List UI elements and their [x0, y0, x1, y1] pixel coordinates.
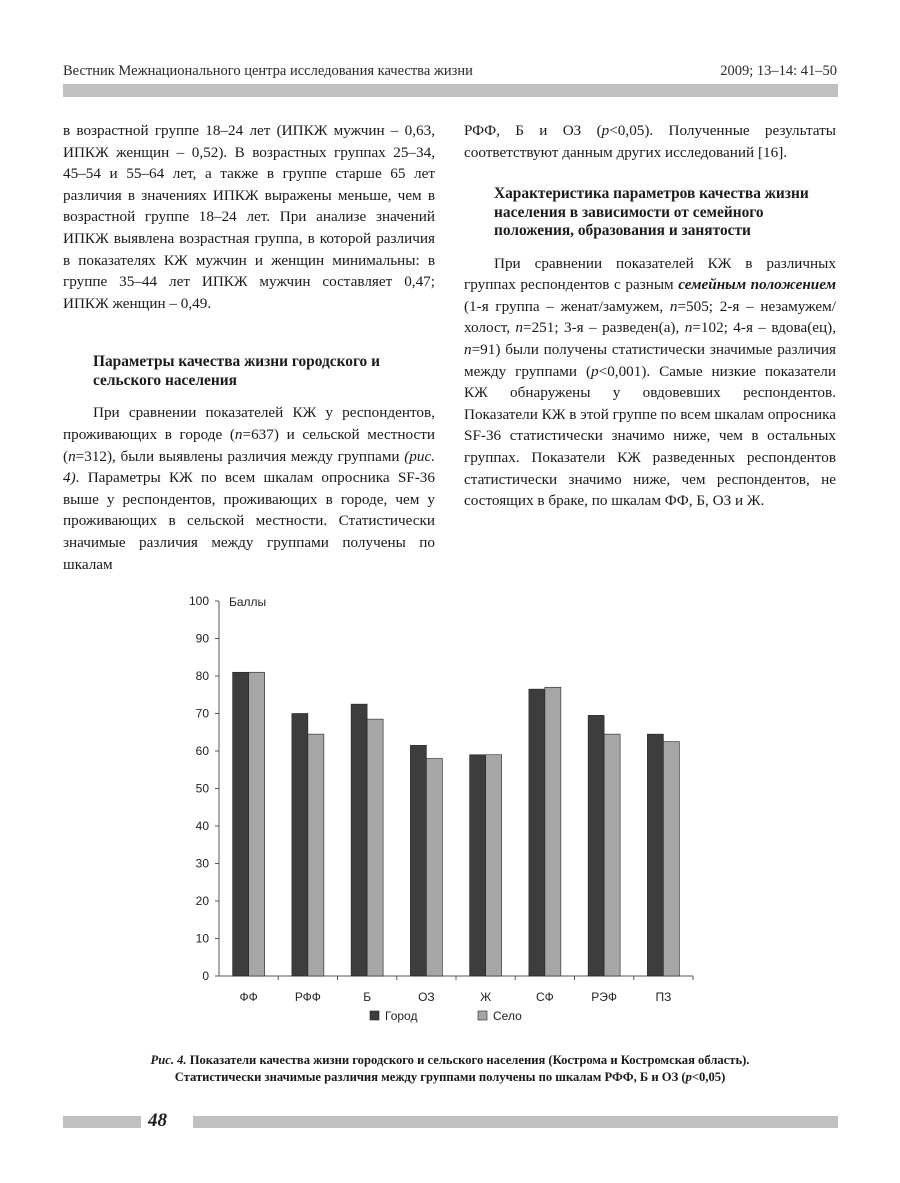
- section-heading: Параметры качества жизни городского и сельского населения: [93, 353, 380, 389]
- bar-selo: [486, 755, 502, 976]
- journal-title: Вестник Межнационального центра исследования качества жизни: [63, 63, 473, 79]
- page-number: 48: [148, 1110, 167, 1131]
- y-tick-label: 50: [195, 781, 209, 796]
- figure-reference: (рис. 4): [63, 447, 435, 487]
- x-tick-label: ФФ: [239, 990, 258, 1004]
- y-tick-label: 70: [195, 706, 209, 721]
- bar-selo: [308, 734, 324, 976]
- paragraph: При сравнении показателей КЖ в различных группах респондентов с разным семейным положением (1-я группа – женат/замужем, n=505; 2-я – незамужем/холост, n=251; 3-я – разведен(а), n=102; 4-я – вдова(ец), n=91) были получены статистически значимые различия между группами (p<0,001). Самые низкие показатели КЖ обнаружены у овдовевших респондентов. Показатели КЖ в этой группе по всем шкалам опросника SF-36 статистически значимо ниже, чем в остальных группах. Показатели КЖ разведенных респондентов статистически значимо ниже, чем респондентов, не состоящих в браке, по шкалам ФФ, Б, ОЗ и Ж.: [464, 254, 836, 510]
- y-tick-label: 100: [188, 594, 209, 608]
- chart-svg: [160, 585, 720, 1045]
- y-tick-label: 10: [195, 931, 209, 946]
- x-tick-label: РЭФ: [591, 990, 618, 1004]
- bar-gorod: [470, 755, 486, 976]
- bar-selo: [249, 672, 265, 976]
- left-column: [63, 120, 435, 575]
- bar-gorod: [233, 672, 249, 976]
- y-tick-label: 0: [202, 969, 209, 983]
- paragraph: При сравнении показателей КЖ у респондентов, проживающих в городе (n=637) и сельской местности (n=312), были выявлены различия между группами (рис. 4). Параметры КЖ по всем шкалам опросника SF-36 выше у респондентов, проживающих в городе, чем у проживающих в сельской местности. Статистически значимые различия между группами получены по шкалам: [63, 404, 435, 573]
- right-column: [464, 120, 836, 512]
- footer-rule-left: [63, 1116, 141, 1128]
- footer-rule-right: [193, 1116, 838, 1128]
- x-tick-label: ПЗ: [655, 990, 672, 1004]
- legend-swatch: [370, 1011, 379, 1020]
- legend-label: Город: [385, 1009, 418, 1023]
- bar-selo: [367, 719, 383, 976]
- bar-selo: [545, 687, 561, 976]
- y-tick-label: 40: [195, 819, 209, 833]
- bar-gorod: [588, 715, 604, 976]
- y-axis-label: Баллы: [229, 595, 267, 609]
- bar-gorod: [529, 689, 545, 976]
- caption-label: Рис. 4.: [150, 1053, 187, 1067]
- bar-chart: [160, 585, 720, 1045]
- x-tick-label: ОЗ: [418, 990, 435, 1004]
- bar-gorod: [410, 745, 426, 976]
- x-tick-label: Б: [363, 990, 372, 1004]
- paragraph: РФФ, Б и ОЗ (p<0,05). Полученные результаты соответствуют данным других исследований [16].: [464, 122, 836, 161]
- figure-caption: Рис. 4. Показатели качества жизни городского и сельского населения (Кострома и Костромская область). Статистически значимые различия между группами получены по шкалам РФФ, Б и ОЗ (p<0,05): [150, 1053, 750, 1084]
- bar-selo: [426, 759, 442, 977]
- x-tick-label: РФФ: [294, 990, 321, 1004]
- x-tick-label: СФ: [535, 990, 554, 1004]
- bar-selo: [604, 734, 620, 976]
- bar-gorod: [292, 714, 308, 977]
- y-tick-label: 30: [195, 856, 209, 871]
- bar-selo: [663, 742, 679, 976]
- legend-label: Село: [493, 1009, 522, 1023]
- y-tick-label: 80: [195, 669, 209, 683]
- bar-gorod: [351, 704, 367, 976]
- x-tick-label: Ж: [480, 990, 492, 1004]
- legend-swatch: [478, 1011, 487, 1020]
- bar-gorod: [647, 734, 663, 976]
- paragraph: в возрастной группе 18–24 лет (ИПКЖ мужчин – 0,63, ИПКЖ женщин – 0,52). В возрастных группах 25–34, 45–54 и 55–64 лет, а также в группе старше 65 лет различия в значениях ИПКЖ выражены меньше, чем в возрастной группе 18–24 лет. При анализе значений ИПКЖ выявлена возрастная группа, в которой различия в показателях КЖ мужчин и женщин минимальны: в группе 35–44 лет ИПКЖ мужчин составляет 0,47; ИПКЖ женщин – 0,49.: [63, 122, 435, 312]
- y-tick-label: 20: [195, 894, 209, 908]
- y-tick-label: 60: [195, 744, 209, 758]
- issue-info: 2009; 13–14: 41–50: [720, 63, 837, 79]
- y-tick-label: 90: [195, 631, 209, 646]
- header-rule: [63, 84, 838, 97]
- section-heading: Характеристика параметров качества жизни населения в зависимости от семейного положения, образования и занятости: [494, 185, 809, 240]
